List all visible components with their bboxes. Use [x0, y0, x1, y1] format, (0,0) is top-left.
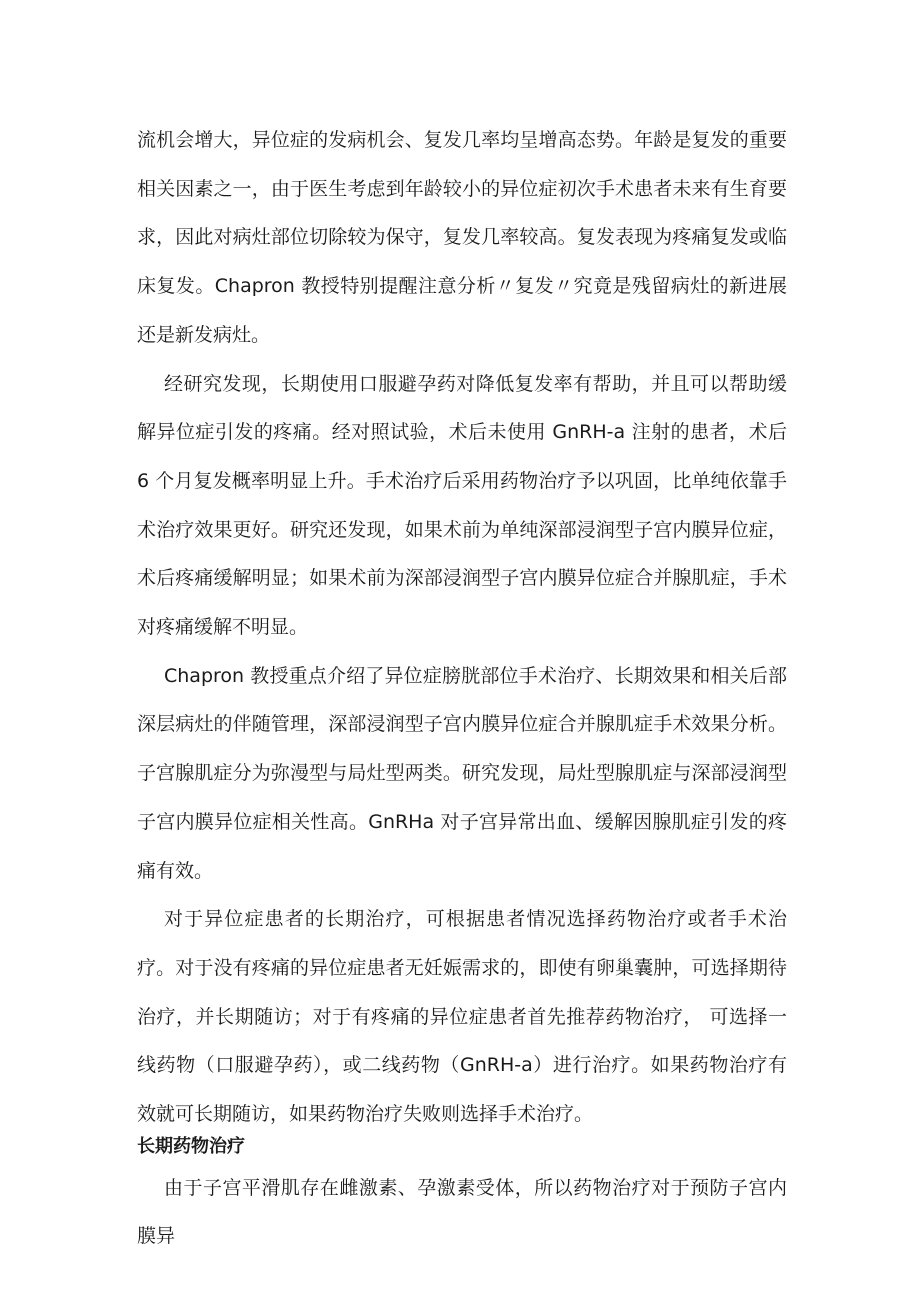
paragraph-recurrence: 流机会增大，异位症的发病机会、复发几率均呈增高态势。年龄是复发的重要相关因素之一，由于医生考虑到年龄较小的异位症初次手术患者未来有生育要求，因此对病灶部位切除较为保守，复发几率较高。复发表现为疼痛复发或临床复发。Chapron 教授特别提醒注意分析〃复发〃究竟是残留病灶的新进展还是新发病灶。 — [137, 129, 787, 346]
section-heading-long-term-drug-therapy: 长期药物治疗 — [137, 1135, 245, 1157]
paragraph-research-findings: 经研究发现，长期使用口服避孕药对降低复发率有帮助，并且可以帮助缓解异位症引发的疼痛。经对照试验，术后未使用 GnRH-a 注射的患者，术后 6 个月复发概率明显上升。手术治疗后采用药物治疗予以巩固，比单纯依靠手术治疗效果更好。研究还发现，如果术前为单纯深部浸润型子宫内膜异位症，术后疼痛缓解明显；如果术前为深部浸润型子宫内膜异位症合并腺肌症，手术对疼痛缓解不明显。 — [137, 372, 787, 639]
paragraph-long-term-treatment: 对于异位症患者的长期治疗，可根据患者情况选择药物治疗或者手术治疗。对于没有疼痛的异位症患者无妊娠需求的，即使有卵巢囊肿，可选择期待治疗，并长期随访；对于有疼痛的异位症患者首先推荐药物治疗， 可选择一线药物（口服避孕药），或二线药物（GnRH-a）进行治疗。如果药物治疗有效就可长期随访，如果药物治疗失败则选择手术治疗。 — [137, 908, 787, 1126]
paragraph-chapron-surgery: Chapron 教授重点介绍了异位症膀胱部位手术治疗、长期效果和相关后部深层病灶的伴随管理，深部浸润型子宫内膜异位症合并腺肌症手术效果分析。子宫腺肌症分为弥漫型与局灶型两类。研究发现，局灶型腺肌症与深部浸润型子宫内膜异位症相关性高。GnRHa 对子宫异常出血、缓解因腺肌症引发的疼痛有效。 — [137, 664, 787, 882]
paragraph-drug-therapy-intro: 由于子宫平滑肌存在雌激素、孕激素受体，所以药物治疗对于预防子宫内膜异 — [137, 1176, 787, 1248]
document-body — [137, 116, 787, 1261]
